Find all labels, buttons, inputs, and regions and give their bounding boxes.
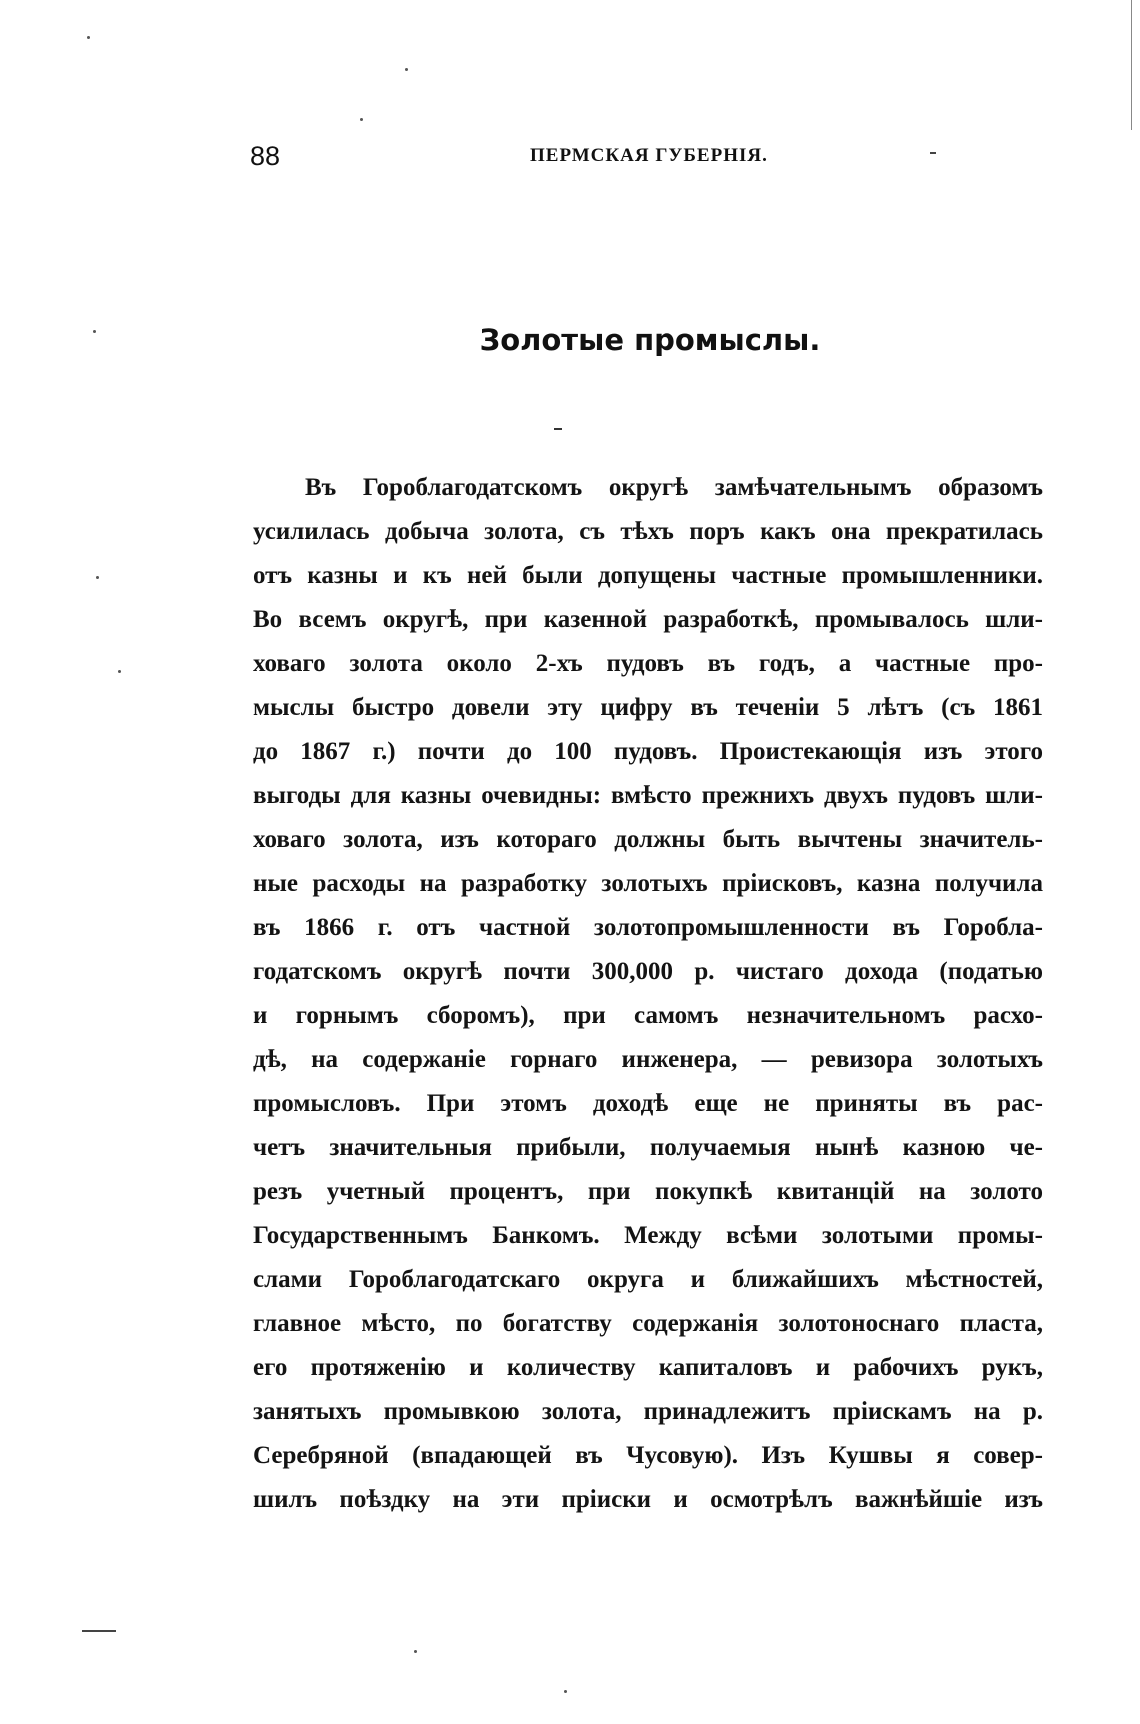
- text-line: въ 1866 г. отъ частной золотопромышленности въ Горобла-: [253, 914, 1043, 941]
- text-line: ховаго золота, изъ котораго должны быть вычтены значитель-: [253, 826, 1043, 853]
- text-line: Государственнымъ Банкомъ. Между всѣми золотыми промы-: [253, 1222, 1043, 1249]
- text-line: усилилась добыча золота, съ тѣхъ поръ какъ она прекратилась: [253, 518, 1043, 545]
- text-line: и горнымъ сборомъ), при самомъ незначительномъ расхо-: [253, 1002, 1043, 1029]
- text-line: ховаго золота около 2-хъ пудовъ въ годъ, а частные про-: [253, 650, 1043, 677]
- scan-edge-line: [1131, 0, 1132, 130]
- text-line: слами Гороблагодатскаго округа и ближайшихъ мѣстностей,: [253, 1266, 1043, 1293]
- section-title: Золотые промыслы.: [479, 323, 821, 357]
- scan-speck: [118, 670, 121, 673]
- page-header: [250, 140, 1050, 180]
- decorative-dash: [554, 428, 562, 430]
- scan-speck: [405, 68, 408, 71]
- text-line: главное мѣсто, по богатству содержанія золотоноснаго пласта,: [253, 1310, 1043, 1337]
- scan-mark: [82, 1630, 116, 1632]
- text-line: годатскомъ округѣ почти 300,000 р. чистаго дохода (податью: [253, 958, 1043, 985]
- text-line: его протяженію и количеству капиталовъ и рабочихъ рукъ,: [253, 1354, 1043, 1381]
- text-line: шилъ поѣздку на эти пріиски и осмотрѣлъ важнѣйшіе изъ: [253, 1486, 1043, 1513]
- text-line: дѣ, на содержаніе горнаго инженера, — ревизора золотыхъ: [253, 1046, 1043, 1073]
- page-number: 88: [250, 141, 281, 171]
- text-line: Во всемъ округѣ, при казенной разработкѣ, промывалось шли-: [253, 606, 1043, 633]
- scan-speck: [564, 1690, 567, 1693]
- text-line: Серебряной (впадающей въ Чусовую). Изъ Кушвы я совер-: [253, 1442, 1043, 1469]
- scan-speck: [414, 1650, 417, 1653]
- scan-speck: [93, 330, 96, 333]
- scan-speck: [360, 118, 363, 121]
- text-line: промысловъ. При этомъ доходѣ еще не приняты въ рас-: [253, 1090, 1043, 1117]
- text-line: мыслы быстро довели эту цифру въ теченіи 5 лѣтъ (съ 1861: [253, 694, 1043, 721]
- text-line: отъ казны и къ ней были допущены частные промышленники.: [253, 562, 1043, 589]
- text-line: выгоды для казны очевидны: вмѣсто прежнихъ двухъ пудовъ шли-: [253, 782, 1043, 809]
- text-line: четъ значительныя прибыли, получаемыя нынѣ казною че-: [253, 1134, 1043, 1161]
- scan-speck: [87, 36, 90, 39]
- scan-speck: [96, 576, 99, 579]
- text-line: Въ Гороблагодатскомъ округѣ замѣчательнымъ образомъ: [305, 474, 1043, 501]
- text-line: резъ учетный процентъ, при покупкѣ квитанцій на золото: [253, 1178, 1043, 1205]
- body-paragraph: [253, 466, 1043, 1522]
- text-line: ные расходы на разработку золотыхъ пріисковъ, казна получила: [253, 870, 1043, 897]
- running-head: ПЕРМСКАЯ ГУБЕРНІЯ.: [530, 145, 768, 166]
- text-line: до 1867 г.) почти до 100 пудовъ. Проистекающія изъ этого: [253, 738, 1043, 765]
- scan-mark: [930, 152, 936, 154]
- text-line: занятыхъ промывкою золота, принадлежитъ пріискамъ на р.: [253, 1398, 1043, 1425]
